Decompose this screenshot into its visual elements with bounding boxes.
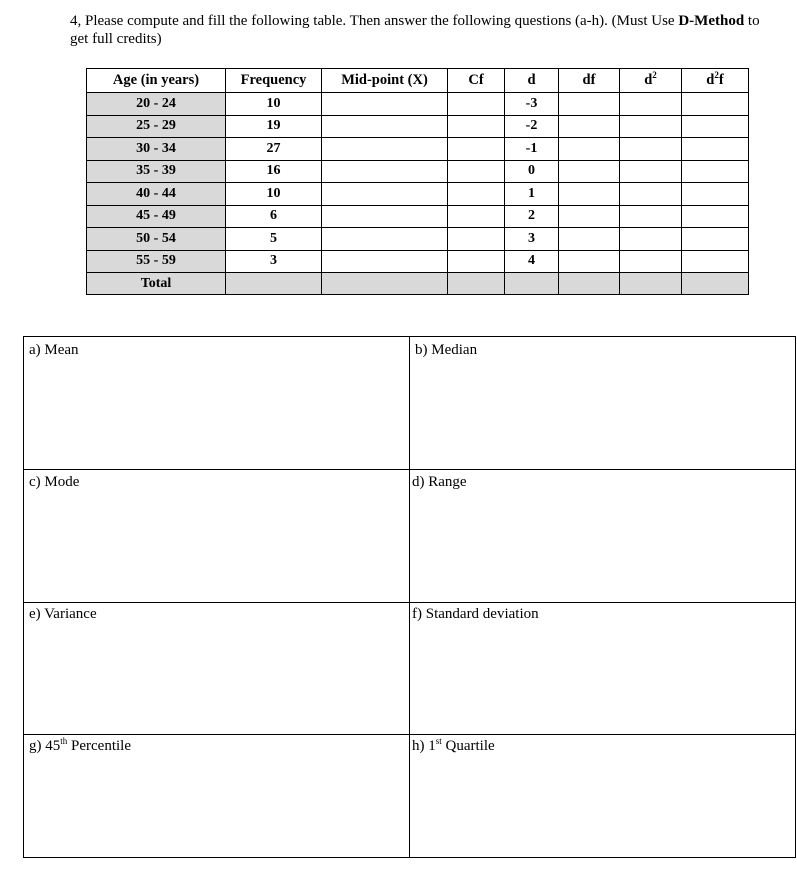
cell-midpoint[interactable] [322,93,448,116]
frequency-table [86,68,749,295]
cell-df[interactable] [559,183,620,206]
cell-df[interactable] [559,93,620,116]
cell-d: -1 [505,138,559,161]
cell-age: 30 - 34 [87,138,226,161]
cell-d-squared[interactable] [620,93,682,116]
table-row [87,250,749,273]
cell-cf[interactable] [448,183,505,206]
cell-df[interactable] [559,205,620,228]
cell-frequency: 16 [226,160,322,183]
cell-cf[interactable] [448,138,505,161]
cell-d-squared[interactable] [620,138,682,161]
cell-d: -2 [505,115,559,138]
cell-df[interactable] [559,228,620,251]
table-row [87,183,749,206]
answer-box-1st-quartile[interactable] [410,735,795,857]
d-method-bold: D-Method [678,13,745,29]
cell-d: -3 [505,93,559,116]
cell-age: 25 - 29 [87,115,226,138]
cell-midpoint[interactable] [322,160,448,183]
table-row [87,205,749,228]
label-45th-percentile: g) 45th Percentile [29,736,131,754]
answer-box-standard-deviation[interactable] [410,603,795,734]
header-midpoint: Mid-point (X) [322,69,448,93]
cell-cf[interactable] [448,160,505,183]
cell-frequency: 27 [226,138,322,161]
header-d-squared-f: $d^2f$ [682,69,749,93]
cell-total-cf[interactable] [448,273,505,295]
cell-total-midpoint[interactable] [322,273,448,295]
table-header-row [87,69,749,93]
header-age: Age (in years) [87,69,226,93]
cell-d: 3 [505,228,559,251]
cell-d-squared[interactable] [620,115,682,138]
table-row [87,93,749,116]
label-standard-deviation: f) Standard deviation [412,606,539,622]
cell-d: 2 [505,205,559,228]
cell-d-squared[interactable] [620,228,682,251]
cell-d-squared[interactable] [620,183,682,206]
table-row [87,115,749,138]
answer-grid [23,336,796,858]
cell-total-label: Total [87,273,226,295]
cell-midpoint[interactable] [322,228,448,251]
cell-d: 0 [505,160,559,183]
cell-total-frequency[interactable] [226,273,322,295]
header-d-squared: $d^2$ [620,69,682,93]
answer-box-median[interactable] [410,337,795,469]
cell-frequency: 10 [226,93,322,116]
cell-frequency: 3 [226,250,322,273]
label-1st-quartile: h) 1st Quartile [412,736,495,754]
cell-total-d-squared[interactable] [620,273,682,295]
cell-midpoint[interactable] [322,115,448,138]
label-range: d) Range [412,474,467,490]
cell-cf[interactable] [448,228,505,251]
cell-cf[interactable] [448,93,505,116]
label-variance: e) Variance [29,606,97,622]
cell-frequency: 5 [226,228,322,251]
cell-d-squared-f[interactable] [682,138,749,161]
header-d: d [505,69,559,93]
cell-age: 20 - 24 [87,93,226,116]
question-text: 4, Please compute and fill the following table. Then answer the following questions (a-h). (Must Use D-Method to get full credits) [70,13,760,47]
cell-d: 4 [505,250,559,273]
cell-age: 45 - 49 [87,205,226,228]
cell-frequency: 6 [226,205,322,228]
cell-df[interactable] [559,250,620,273]
cell-d-squared-f[interactable] [682,115,749,138]
cell-df[interactable] [559,115,620,138]
cell-d-squared-f[interactable] [682,183,749,206]
cell-d-squared[interactable] [620,205,682,228]
cell-frequency: 10 [226,183,322,206]
answer-box-range[interactable] [410,470,795,602]
cell-d-squared-f[interactable] [682,228,749,251]
answer-box-mode[interactable] [24,470,409,602]
header-cf: Cf [448,69,505,93]
table-row [87,228,749,251]
header-frequency: Frequency [226,69,322,93]
answer-box-mean[interactable] [24,337,409,469]
cell-d-squared-f[interactable] [682,93,749,116]
table-row-total [87,273,749,295]
answer-box-45th-percentile[interactable] [24,735,409,857]
cell-age: 50 - 54 [87,228,226,251]
cell-frequency: 19 [226,115,322,138]
table-row [87,138,749,161]
cell-age: 40 - 44 [87,183,226,206]
cell-age: 55 - 59 [87,250,226,273]
label-median: b) Median [415,342,478,358]
cell-df[interactable] [559,160,620,183]
header-df: df [559,69,620,93]
table-row [87,160,749,183]
cell-d-squared-f[interactable] [682,160,749,183]
cell-d-squared[interactable] [620,160,682,183]
cell-midpoint[interactable] [322,183,448,206]
cell-d: 1 [505,183,559,206]
cell-df[interactable] [559,138,620,161]
answer-box-variance[interactable] [24,603,409,734]
cell-total-df[interactable] [559,273,620,295]
label-mean: a) Mean [29,342,79,358]
cell-midpoint[interactable] [322,250,448,273]
cell-total-d[interactable] [505,273,559,295]
cell-midpoint[interactable] [322,138,448,161]
cell-age: 35 - 39 [87,160,226,183]
cell-cf[interactable] [448,115,505,138]
cell-total-d-squared-f[interactable] [682,273,749,295]
cell-d-squared-f[interactable] [682,250,749,273]
cell-cf[interactable] [448,250,505,273]
cell-cf[interactable] [448,205,505,228]
label-mode: c) Mode [29,474,80,490]
cell-d-squared[interactable] [620,250,682,273]
cell-midpoint[interactable] [322,205,448,228]
cell-d-squared-f[interactable] [682,205,749,228]
